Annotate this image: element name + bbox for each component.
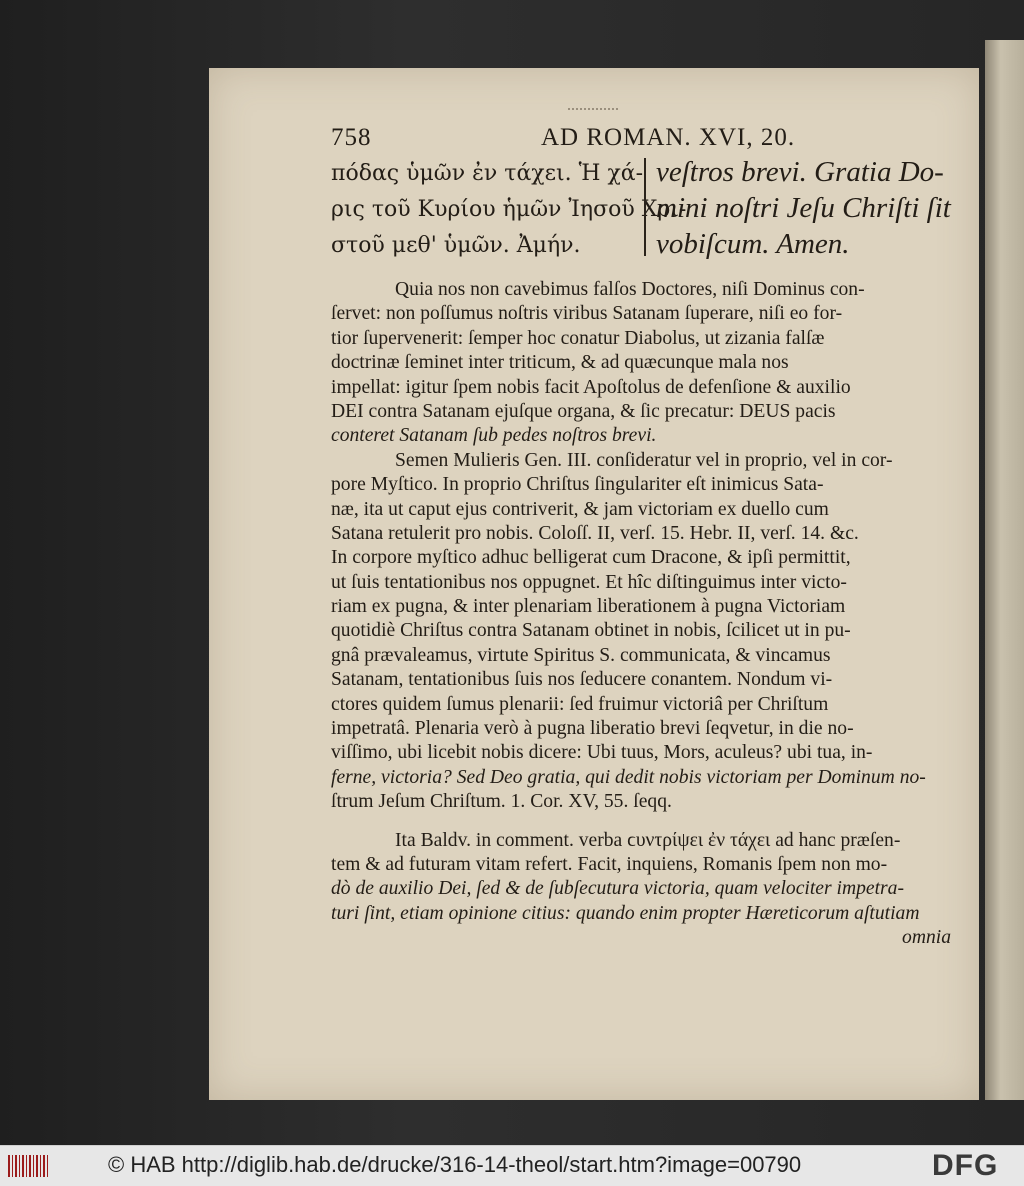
text-line: impetratâ. Plenaria verò à pugna liberatio brevi ſeqvetur, in die no- (331, 718, 854, 740)
latin-column (656, 154, 956, 262)
text-line: conteret Satanam ſub pedes noſtros brevi. (331, 425, 657, 447)
greek-line: πόδας ὑμῶν ἐν τάχει. Ἡ χά- (331, 161, 644, 186)
text-line: In corpore myſtico adhuc belligerat cum Dracone, & ipſi permittit, (331, 547, 851, 569)
adjacent-page-edge (985, 40, 1024, 1100)
catchword: omnia (902, 927, 951, 949)
text-line: Semen Mulieris Gen. III. conſideratur vel in proprio, vel in cor- (395, 449, 893, 471)
text-line: ſtrum Jeſum Chriſtum. 1. Cor. XV, 55. ſeqq. (331, 791, 672, 813)
text-line: næ, ita ut caput ejus contriverit, & jam victoriam ex duello cum (331, 498, 829, 520)
commentary-body (331, 278, 951, 951)
text-line: dò de auxilio Dei, ſed & de ſubſecutura victoria, quam velociter impetra- (331, 878, 904, 900)
page-number: 758 (331, 124, 372, 151)
text-line: ſervet: non poſſumus noſtris viribus Satanam ſuperare, niſi eo for- (331, 303, 843, 325)
text-line: gnâ prævaleamus, virtute Spiritus S. communicata, & vincamus (331, 644, 831, 666)
greek-column (331, 156, 687, 264)
text-line: turi ſint, etiam opinione citius: quando enim propter Hæreticorum aſtutiam (331, 902, 920, 924)
text-line: impellat: igitur ſpem nobis facit Apoſtolus de defenſione & auxilio (331, 376, 851, 398)
hab-barcode-icon (8, 1155, 48, 1177)
text-line: viſſimo, ubi licebit nobis dicere: Ubi tuus, Mors, aculeus? ubi tua, in- (331, 742, 873, 764)
paragraph-3 (331, 829, 951, 951)
text-line: Ita Baldv. in comment. verba ϲυντρίψει ἐν τάχει ad hanc præſen- (395, 829, 901, 851)
viewer-footer (0, 1145, 1024, 1186)
greek-line: ρις τοῦ Κυρίου ἡμῶν Ἰησοῦ Χρι- (331, 197, 687, 222)
text-line: ut ſuis tentationibus nos oppugnet. Et hîc diſtinguimus inter victo- (331, 571, 847, 593)
greek-line: στοῦ μεθ' ὑμῶν. Ἀμήν. (331, 233, 581, 258)
latin-line: mini noſtri Jeſu Chriſti ſit (656, 192, 951, 224)
text-line: doctrinæ ſeminet inter triticum, & ad quæcunque mala nos (331, 352, 789, 374)
dfg-logo: DFG (932, 1149, 999, 1182)
latin-line: veſtros brevi. Gratia Do- (656, 156, 944, 188)
paragraph-2 (331, 449, 951, 815)
source-link[interactable]: © HAB http://diglib.hab.de/drucke/316-14-theol/start.htm?image=00790 (108, 1152, 802, 1177)
text-line: ctores quidem ſumus plenarii: ſed fruimur victoriâ per Chriſtum (331, 693, 829, 715)
running-title: AD ROMAN. XVI, 20. (541, 124, 796, 151)
text-line: Satanam, tentationibus ſuis nos ſeducere conantem. Nondum vi- (331, 669, 833, 691)
text-line: Quia nos non cavebimus falſos Doctores, niſi Dominus con- (395, 279, 865, 300)
running-header (331, 124, 951, 154)
header-ornament (568, 98, 618, 110)
text-line: riam ex pugna, & inter plenariam liberationem à pugna Victoriam (331, 596, 846, 618)
text-line: tem & ad futuram vitam refert. Facit, inquiens, Romanis ſpem non mo- (331, 853, 888, 875)
text-line: tior ſupervenerit: ſemper hoc conatur Diabolus, ut zizania falſæ (331, 327, 825, 349)
text-line: DEI contra Satanam ejuſque organa, & ſic precatur: DEUS pacis (331, 400, 836, 422)
text-line: quotidiè Chriſtus contra Satanam obtinet in nobis, ſcilicet ut in pu- (331, 620, 851, 642)
paragraph-1 (331, 278, 951, 449)
paragraph-gap (331, 815, 951, 829)
latin-line: vobiſcum. Amen. (656, 228, 850, 260)
text-line: Satana retulerit pro nobis. Coloſſ. II, verſ. 15. Hebr. II, verſ. 14. &c. (331, 522, 859, 544)
text-line: ferne, victoria? Sed Deo gratia, qui dedit nobis victoriam per Dominum no- (331, 766, 926, 788)
column-divider (644, 158, 646, 256)
text-line: pore Myſtico. In proprio Chriſtus ſingulariter eſt inimicus Sata- (331, 474, 824, 496)
